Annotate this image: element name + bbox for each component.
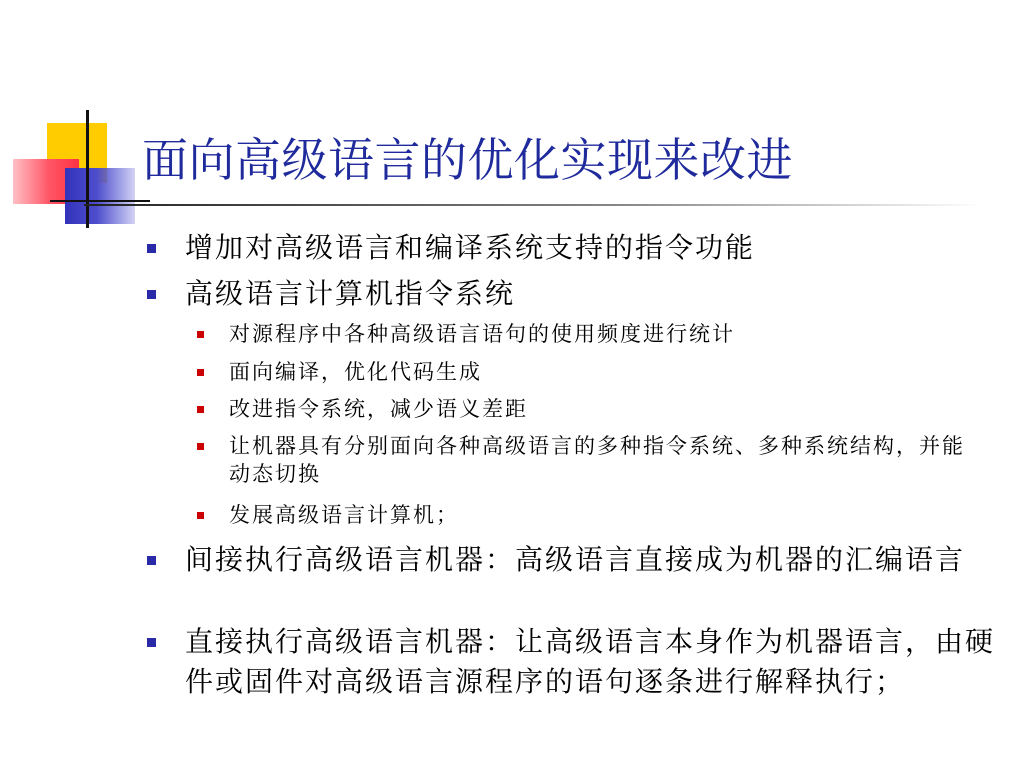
list-item-text: 让机器具有分别面向各种高级语言的多种指令系统、多种系统结构，并能动态切换: [229, 434, 965, 486]
list-item-text: 间接执行高级语言机器：高级语言直接成为机器的汇编语言: [185, 543, 966, 576]
list-item-text: 改进指令系统，减少语义差距: [229, 397, 528, 421]
bullet-square-icon: [197, 443, 204, 450]
list-item-text: 直接执行高级语言机器：让高级语言本身作为机器语言，由硬件或固件对高级语言源程序的语句逐条进行解释执行；: [185, 625, 996, 698]
list-item: [185, 540, 1000, 580]
bullet-square-icon: [147, 290, 156, 299]
list-item-text: 增加对高级语言和编译系统支持的指令功能: [185, 231, 756, 264]
list-item: [229, 395, 989, 423]
list-item: [229, 432, 974, 488]
bullet-square-icon: [147, 244, 156, 253]
bullet-square-icon: [197, 331, 204, 338]
list-item-text: 对源程序中各种高级语言语句的使用频度进行统计: [229, 322, 735, 346]
list-item: [229, 501, 989, 529]
bullet-square-icon: [147, 556, 156, 565]
bullet-square-icon: [147, 638, 156, 647]
list-item-text: 高级语言计算机指令系统: [185, 277, 516, 310]
list-item: [229, 320, 989, 348]
list-item-text: 发展高级语言计算机；: [229, 503, 459, 527]
bullet-square-icon: [197, 369, 204, 376]
bullet-square-icon: [197, 406, 204, 413]
list-item: [185, 228, 985, 268]
list-item: [229, 358, 989, 386]
bullet-square-icon: [197, 512, 204, 519]
slide-title: 面向高级语言的优化实现来改进: [142, 133, 793, 187]
list-item: [185, 274, 985, 314]
list-item-text: 面向编译，优化代码生成: [229, 360, 482, 384]
list-item: [185, 622, 1000, 702]
